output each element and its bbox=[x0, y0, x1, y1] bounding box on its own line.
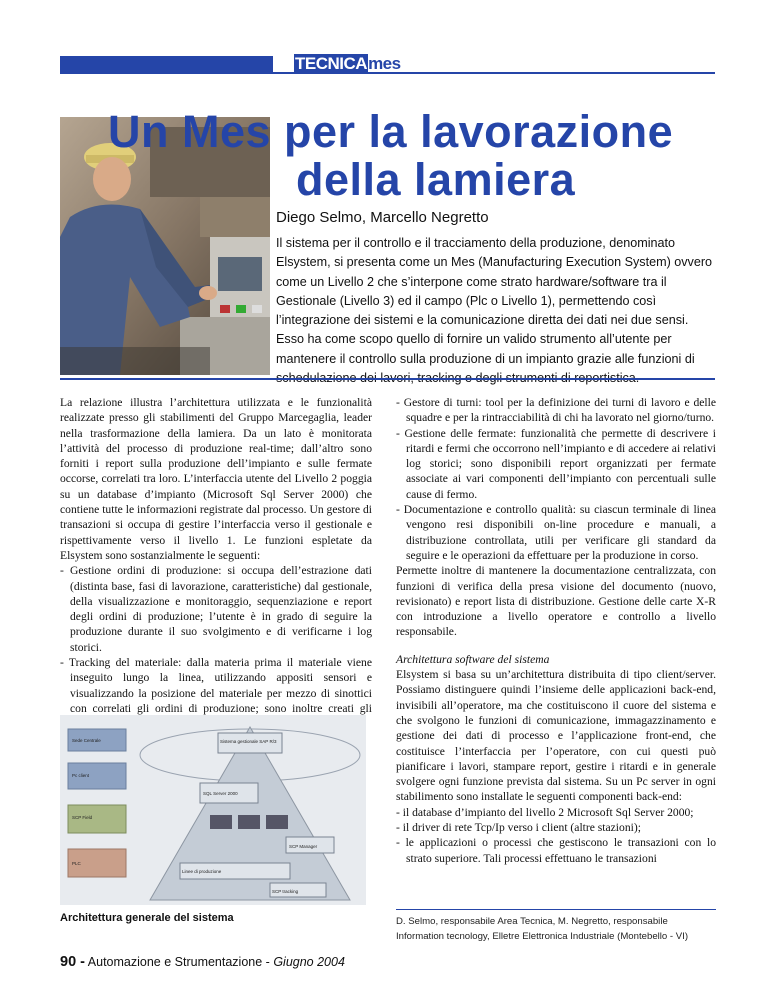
list-item: - il database d’impianto del livello 2 Microsoft Sql Server 2000; bbox=[396, 805, 694, 819]
left-column bbox=[60, 395, 372, 732]
header-bar bbox=[60, 56, 273, 74]
section-subheading: Architettura software del sistema bbox=[396, 652, 550, 666]
list-item: - Tracking del materiale: dalla materia prima il materiale viene inseguito lungo la linea, utilizzando appositi sensori e visualizzando la posizione del materiale per mezzo di sinottici con correlati gli ordini di produzione; sono inoltre creati gli bbox=[60, 656, 372, 715]
figure-label: SCP tracking bbox=[272, 889, 299, 894]
title-line-2: della lamiera bbox=[296, 154, 576, 205]
abstract: Il sistema per il controllo e il tracciamento della produzione, denominato Elsystem, si presenta come un Mes (Manufacturing Execution System) ovvero come un Livello 2 che s’interpone come strato hardware/software tra il Gestionale (Livello 3) ed il campo (Plc o Livello 1), permettendo così l’integrazione dei sistemi e la comunicazione diretta dei dati nei due sensi. Esso ha come scopo quello di fornire un valido strumento all’utente per mantenere il controllo sulla produzione di un impianto grazie alle funzioni di bbox=[276, 236, 713, 366]
figure-label: SCP Field bbox=[72, 815, 93, 820]
article-title bbox=[108, 108, 708, 204]
list-item: - Gestione ordini di produzione: si occupa dell’estrazione dati (distinta base, fasi di lavorazione, caratteristiche) dal gestionale, della visualizzazione e monitoraggio, sequenziazione e report degli ordini di produzione; l’utente è in grado di seguire la produzione durante il suo svolgimento e di verificarne i log storici. bbox=[60, 564, 372, 654]
right-column bbox=[396, 395, 716, 866]
intro-paragraph: La relazione illustra l’architettura utilizzata e le funzionalità realizzate presso gli stabilimenti del Gruppo Marcegaglia, leader nella trasformazione della lamiera. Da un lato è monitorata l’attività del processo di produzione real-time; dall’altro sono forniti i report sulla produzione dell’impianto e sulle fermate occorse, correlati tra loro. L’interfaccia utente del Livello 2 poggia su un database d’impianto (Microsoft Sql Server 2000) che contiene tutte le informazioni registrate dal processo. Un gestore di transazioni si occupa di gestire l’interfaccia verso il gestionale e rispettivamente verso il livello 1. Le funzioni espletate da Elsystem sono sostanzialmente le seguenti: bbox=[60, 396, 372, 562]
page-number: 90 - bbox=[60, 954, 85, 970]
list-item: - Gestore di turni: tool per la definizione dei turni di lavoro e delle squadre e per la rintracciabilità di chi ha lavorato nel giorno/turno. bbox=[396, 396, 716, 425]
authors: Diego Selmo, Marcello Negretto bbox=[276, 209, 489, 226]
list-item: - Documentazione e controllo qualità: su ciascun terminale di linea vengono resi disponibili on-line procedure e manuali, a distribuzione controllata, utili per verificare gli standard da seguire e le operazioni da effettuare per la produzione in corso. bbox=[396, 503, 716, 562]
figure-label: SCP Manager bbox=[289, 844, 318, 849]
page-footer bbox=[60, 954, 345, 970]
figure-label: Sistema gestionale SAP R/3 bbox=[220, 739, 277, 744]
figure-label: Pc client bbox=[72, 773, 90, 778]
paragraph: Elsystem si basa su un’architettura distribuita di tipo client/server. Possiamo distinguere quindi l’insieme delle applicazioni back-end, invisibili all’operatore, ma che costituiscono il cuore del sistema e che svolgono le funzioni di comunicazione, immagazzinamento e gestione dei dati di processo e l’applicazione front-end, che costituisce l’interfaccia per l’operatore, con cui questi può pianificare i lavori, stampare report, gestire i ritardi e in generale svolgere ogni funzione prevista dal sistema. Su un Pc server in ogni stabilimento sono installate le seguenti componenti back-end: bbox=[396, 668, 716, 804]
issue-date: Giugno 2004 bbox=[273, 955, 345, 969]
architecture-figure bbox=[60, 715, 366, 905]
figure-label: PLC bbox=[72, 861, 81, 866]
figure-label: SQL Server 2000 bbox=[203, 791, 238, 796]
footnote: D. Selmo, responsabile Area Tecnica, M. Negretto, responsabile Information tecnology, Elletre Elettronica Industriale (Montebello - VI) bbox=[396, 916, 689, 942]
figure-label: Sede Centrale bbox=[72, 738, 101, 743]
figure-caption: Architettura generale del sistema bbox=[60, 912, 234, 924]
figure-label: Linee di produzione bbox=[182, 869, 222, 874]
section-label-a: TECNICA bbox=[295, 54, 368, 73]
list-item: - le applicazioni o processi che gestiscono le transazioni con lo strato superiore. Tali processi effettuano le transazioni bbox=[396, 836, 716, 865]
publication-name: Automazione e Strumentazione - bbox=[85, 955, 274, 969]
title-line-1: Un Mes per la lavorazione bbox=[108, 106, 674, 157]
section-label-b: mes bbox=[368, 54, 401, 73]
footnote-rule bbox=[396, 909, 716, 910]
section-label bbox=[294, 54, 401, 74]
section-divider bbox=[60, 378, 715, 380]
paragraph: Permette inoltre di mantenere la documentazione centralizzata, con funzioni di verifica della presa visione del documento (nuovo, revisionato) e report lista di distribuzione. Gestione delle carte X-R con introduzione a livello operatore e controllo a livello responsabile. bbox=[396, 564, 716, 639]
list-item: - Gestione delle fermate: funzionalità che permette di descrivere i ritardi e fermi che occorrono nell’impianto e di accedere ai relativi log storici; sono disponibili report organizzati per fermate associate ai vari componenti dell’impianto con percentuali sulle cause di fermo. bbox=[396, 426, 716, 501]
list-item: - il driver di rete Tcp/Ip verso i client (altre stazioni); bbox=[396, 821, 641, 835]
